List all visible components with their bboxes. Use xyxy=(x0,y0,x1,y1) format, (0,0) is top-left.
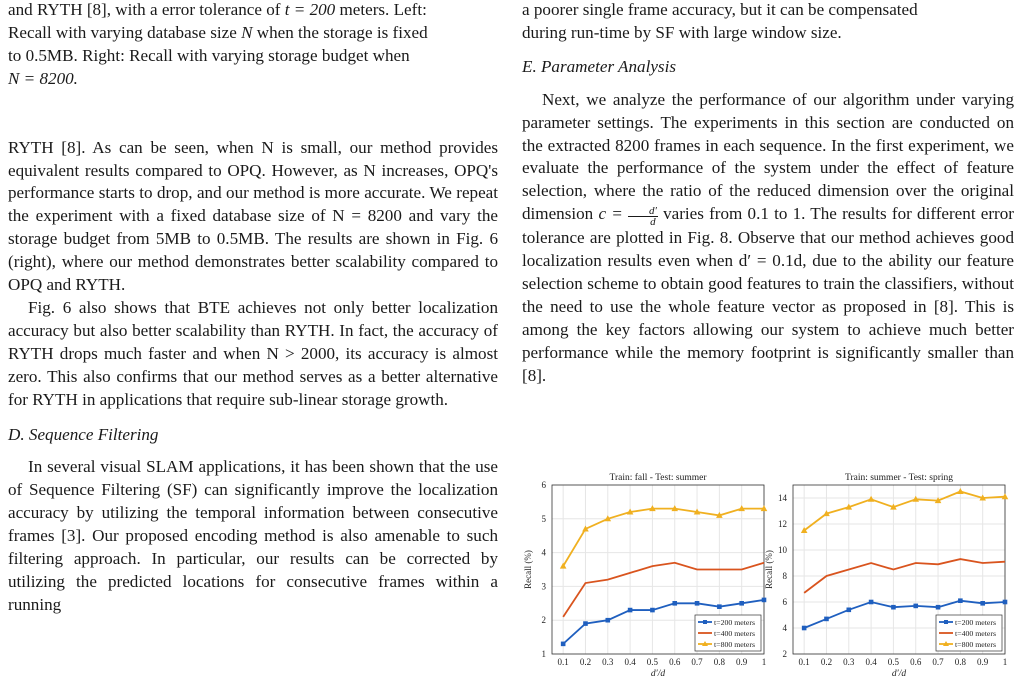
data-point xyxy=(739,601,744,606)
data-point xyxy=(980,601,985,606)
y-tick-label: 3 xyxy=(541,581,546,592)
data-point xyxy=(869,600,874,605)
data-point xyxy=(762,598,767,603)
x-tick-label: 0.4 xyxy=(624,657,636,667)
x-tick-label: 0.2 xyxy=(579,657,592,667)
left-column xyxy=(8,0,498,617)
caption-text: meters. Left: xyxy=(335,0,427,19)
legend-entry: t=800 meters xyxy=(714,640,755,649)
x-tick-label: 0.5 xyxy=(887,657,900,667)
paragraph-continued xyxy=(522,0,1014,45)
y-tick-label: 5 xyxy=(541,513,546,524)
caption-text: to 0.5MB. Right: Recall with varying storage budget when xyxy=(8,45,410,65)
data-point xyxy=(1003,600,1008,605)
chart-1 xyxy=(523,472,767,679)
legend-marker xyxy=(703,620,707,624)
data-point xyxy=(958,598,963,603)
y-tick-label: 2 xyxy=(782,649,787,659)
legend-entry: t=400 meters xyxy=(714,629,755,638)
x-tick-label: 0.9 xyxy=(977,657,989,667)
data-point xyxy=(802,626,807,631)
x-tick-label: 0.8 xyxy=(713,657,725,667)
x-tick-label: 0.9 xyxy=(736,657,748,667)
chart-title: Train: summer - Test: spring xyxy=(844,473,954,483)
paragraph xyxy=(522,89,1014,388)
x-axis-label: d′/d xyxy=(650,669,666,679)
data-point xyxy=(628,608,633,613)
paragraph-text: Next, we analyze the performance of our algorithm under varying parameter settings. The experiments in this section are conducted on the extracted 8200 frames in each sequence. In the first experiment, we evaluate the performance of the system under the effect of feature selection, where the ratio of the reduced dimension over the original dimension xyxy=(522,89,1014,224)
chart-title: Train: fall - Test: summer xyxy=(609,473,707,483)
y-axis-label: Recall (%) xyxy=(764,550,774,589)
y-tick-label: 14 xyxy=(778,493,787,503)
x-tick-label: 0.4 xyxy=(865,657,877,667)
equation: c = xyxy=(598,204,623,224)
y-tick-label: 6 xyxy=(541,480,546,490)
caption-text: N = 8200. xyxy=(8,68,78,88)
y-tick-label: 10 xyxy=(778,545,787,555)
x-axis-label: d′/d xyxy=(891,669,907,679)
caption-tolerance: t = 200 xyxy=(284,0,336,19)
y-tick-label: 2 xyxy=(541,615,546,626)
paragraph: Fig. 6 also shows that BTE achieves not only better localization accuracy but also better scalability than RYTH. In fact, the accuracy of RYTH drops much faster and when N > 2000, its accuracy is almost zero. This also confirms that our method serves as a better alternative for RYTH in applications that require sub-linear storage growth. xyxy=(8,297,498,409)
chart-2 xyxy=(761,473,1008,679)
legend-entry: t=800 meters xyxy=(955,640,996,649)
caption-text: and RYTH [8], with a error tolerance of xyxy=(8,0,285,19)
y-tick-label: 1 xyxy=(541,649,546,659)
fraction xyxy=(628,206,658,227)
data-point xyxy=(650,608,655,613)
text-line: a poorer single frame accuracy, but it can be compensated xyxy=(522,0,918,19)
figure-caption xyxy=(8,0,498,91)
y-tick-label: 4 xyxy=(782,623,787,633)
fraction-numerator: d′ xyxy=(628,206,658,217)
x-tick-label: 0.1 xyxy=(798,657,810,667)
paragraph: In several visual SLAM applications, it has been shown that the use of Sequence Filtering (SF) can significantly improve the localization accuracy by utilizing the temporal information between consecutive frames [3]. Our proposed encoding method is also amenable to such filtering approach. In particular, our results can be corrected by utilizing the predicted locations for consecutive frames within a running xyxy=(8,457,498,614)
y-tick-label: 8 xyxy=(782,571,787,581)
caption-text: Recall with varying database size xyxy=(8,22,242,42)
paragraph-text: varies from 0.1 to 1. The results for different error tolerance are plotted in Fig. 8. Observe that our method achieves good localization results even when d′ = 0.1d, due to the ability our feature selection scheme to obtain good features to train the classifiers, without the need to use the whole feature vector as proposed in [8]. This is among the key factors allowing our system to achieve much better performance while the memory footprint is significantly smaller than [8]. xyxy=(522,204,1014,385)
x-tick-label: 1 xyxy=(761,657,767,667)
y-tick-label: 4 xyxy=(541,547,546,558)
legend-entry: t=400 meters xyxy=(955,629,996,638)
x-tick-label: 0.3 xyxy=(602,657,614,667)
data-point xyxy=(936,605,941,610)
figure-8 xyxy=(522,464,1022,679)
data-point xyxy=(868,496,875,502)
legend-marker xyxy=(944,620,948,624)
series-line xyxy=(804,492,1005,531)
x-tick-label: 0.3 xyxy=(843,657,855,667)
series-line xyxy=(563,509,764,566)
series-line xyxy=(563,563,764,617)
x-tick-label: 0.7 xyxy=(691,657,703,667)
x-tick-label: 0.6 xyxy=(669,657,681,667)
x-tick-label: 0.1 xyxy=(557,657,569,667)
paragraph: RYTH [8]. As can be seen, when N is small, our method provides equivalent results compared to OPQ. However, as N increases, OPQ's performance starts to drop, and our method is more accurate. We repeat the experiment with a fixed database size of N = 8200 and vary the storage budget from 5MB to 0.5MB. The results are shown in Fig. 6 (right), where our method demonstrates better scalability compared to OPQ and RYTH. xyxy=(8,137,498,295)
data-point xyxy=(605,618,610,623)
y-tick-label: 6 xyxy=(782,597,787,607)
data-point xyxy=(957,488,964,494)
data-point xyxy=(717,604,722,609)
section-heading: E. Parameter Analysis xyxy=(522,56,676,76)
legend-entry: t=200 meters xyxy=(714,618,755,627)
fraction-denominator: d xyxy=(650,216,656,229)
caption-n: N xyxy=(241,22,253,42)
data-point xyxy=(695,601,700,606)
data-point xyxy=(561,642,566,647)
caption-text: when the storage is fixed xyxy=(252,22,428,42)
section-heading: D. Sequence Filtering xyxy=(8,424,159,444)
data-point xyxy=(891,605,896,610)
data-point xyxy=(672,601,677,606)
data-point xyxy=(846,608,851,613)
text-line: during run-time by SF with large window size. xyxy=(522,22,842,42)
data-point xyxy=(583,621,588,626)
data-point xyxy=(824,617,829,622)
x-tick-label: 0.8 xyxy=(954,657,966,667)
x-tick-label: 1 xyxy=(1002,657,1008,667)
right-column xyxy=(522,0,1014,388)
x-tick-label: 0.7 xyxy=(932,657,944,667)
data-point xyxy=(913,604,918,609)
y-axis-label: Recall (%) xyxy=(523,550,533,589)
x-tick-label: 0.6 xyxy=(910,657,922,667)
legend-entry: t=200 meters xyxy=(955,618,996,627)
y-tick-label: 12 xyxy=(778,519,787,529)
x-tick-label: 0.2 xyxy=(820,657,833,667)
x-tick-label: 0.5 xyxy=(646,657,659,667)
